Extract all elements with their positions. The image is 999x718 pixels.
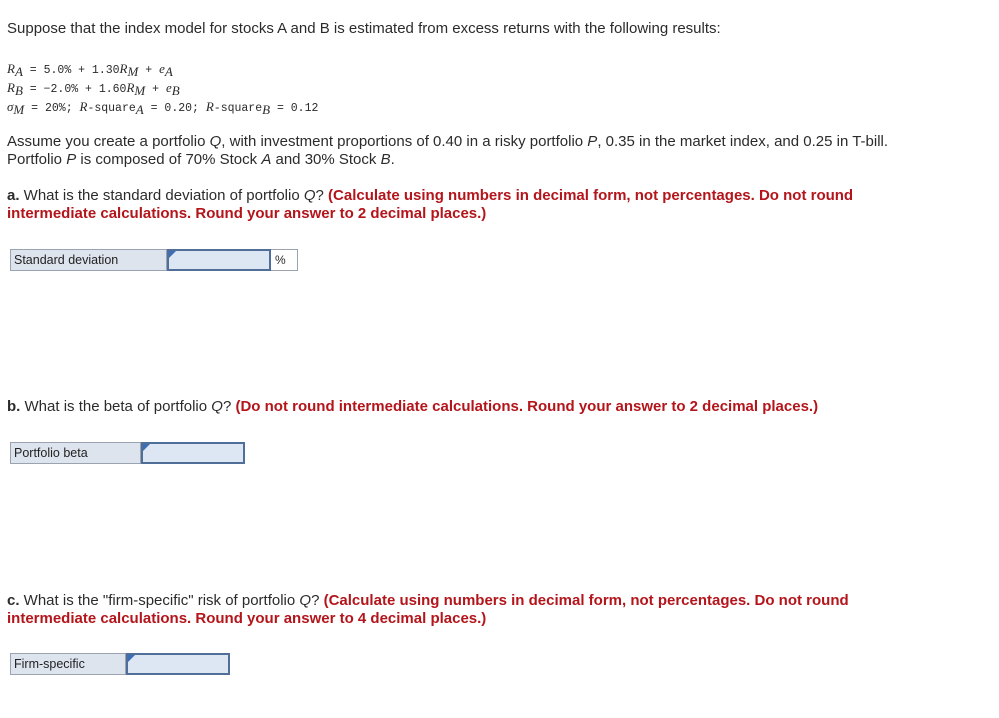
text: . xyxy=(390,151,395,168)
question-c-line-2: intermediate calculations. Round your answer to 4 decimal places.) xyxy=(7,610,487,627)
question-label: c. xyxy=(7,592,20,609)
assumption-line-2 xyxy=(7,151,395,169)
question-text: What is the "firm-specific" risk of portfolio xyxy=(19,592,300,609)
text: and 30% Stock xyxy=(271,151,381,168)
question-label: b. xyxy=(7,398,21,415)
text: is composed of 70% Stock xyxy=(76,151,262,168)
eq-body: 20%; xyxy=(44,102,80,115)
question-b-line-1 xyxy=(7,398,818,416)
eq-body: -square xyxy=(213,102,263,115)
question-text: What is the beta of portfolio xyxy=(20,398,212,415)
symbol-p: P xyxy=(66,151,77,168)
eq-body: −2.0% + 1.60 xyxy=(43,83,127,96)
instruction-text: (Calculate using numbers in decimal form, not percentages. Do not round xyxy=(323,592,849,609)
firm-specific-label: Firm-specific xyxy=(10,653,126,675)
eq-plus: + xyxy=(138,64,160,77)
eq-plus: + xyxy=(145,83,166,96)
eq-symbol: R xyxy=(205,99,214,114)
firm-specific-row xyxy=(10,653,230,675)
symbol-q: Q xyxy=(303,187,316,204)
eq-body: = 0.20; xyxy=(143,102,206,115)
eq-subscript: M xyxy=(13,102,25,118)
eq-symbol: R xyxy=(119,61,128,76)
standard-deviation-row xyxy=(10,249,298,271)
percent-unit: % xyxy=(271,249,298,271)
eq-subscript: B xyxy=(14,83,23,99)
symbol-q: Q xyxy=(209,133,222,150)
eq-symbol: R xyxy=(7,80,15,95)
portfolio-beta-input[interactable] xyxy=(141,442,245,464)
eq-symbol: σ xyxy=(7,99,14,114)
symbol-a: A xyxy=(261,151,272,168)
instruction-text: (Do not round intermediate calculations. Round your answer to 2 decimal places.) xyxy=(235,398,819,415)
eq-subscript: M xyxy=(127,64,139,80)
text: , 0.35 in the market index, and 0.25 in T-bill. xyxy=(597,133,889,150)
question-label: a. xyxy=(7,187,20,204)
intro-text: Suppose that the index model for stocks A and B is estimated from excess returns with the following results: xyxy=(7,20,721,37)
eq-body: = 0.12 xyxy=(270,102,319,115)
portfolio-beta-label: Portfolio beta xyxy=(10,442,141,464)
eq-body: -square xyxy=(87,102,136,115)
eq-symbol: R xyxy=(79,99,88,114)
eq-sign: = xyxy=(22,83,44,96)
text: Portfolio xyxy=(7,151,67,168)
eq-subscript: B xyxy=(262,102,271,118)
eq-subscript: A xyxy=(164,64,173,80)
eq-sign: = xyxy=(24,102,45,115)
eq-subscript: A xyxy=(135,102,144,118)
input-flag-icon xyxy=(128,655,135,662)
eq-symbol: R xyxy=(126,80,135,95)
equation-ra xyxy=(7,61,173,80)
symbol-q: Q xyxy=(211,398,223,415)
input-flag-icon xyxy=(169,251,176,258)
eq-symbol: R xyxy=(7,61,15,76)
eq-sign: = xyxy=(22,64,44,77)
text: , with investment proportions of 0.40 in a risky portfolio xyxy=(221,133,588,150)
eq-symbol: e xyxy=(165,80,172,95)
assumption-line-1 xyxy=(7,133,888,151)
question-mark: ? xyxy=(311,592,324,609)
eq-body: 5.0% + 1.30 xyxy=(43,64,120,77)
standard-deviation-input[interactable] xyxy=(167,249,271,271)
question-mark: ? xyxy=(222,398,236,415)
standard-deviation-label: Standard deviation xyxy=(10,249,167,271)
instruction-text: (Calculate using numbers in decimal form, not percentages. Do not round xyxy=(328,187,854,204)
equation-sigma xyxy=(7,99,318,118)
question-a-line-2: intermediate calculations. Round your answer to 2 decimal places.) xyxy=(7,205,487,222)
eq-subscript: M xyxy=(134,83,146,99)
equation-rb xyxy=(7,80,180,99)
symbol-q: Q xyxy=(299,592,312,609)
symbol-p: P xyxy=(587,133,598,150)
eq-symbol: e xyxy=(159,61,165,76)
symbol-b: B xyxy=(380,151,391,168)
question-mark: ? xyxy=(315,187,329,204)
firm-specific-input[interactable] xyxy=(126,653,230,675)
text: Assume you create a portfolio xyxy=(7,133,210,150)
input-flag-icon xyxy=(143,444,150,451)
portfolio-beta-row xyxy=(10,442,245,464)
question-c-line-1 xyxy=(7,592,849,610)
eq-subscript: B xyxy=(171,83,180,99)
question-a-line-1 xyxy=(7,187,853,205)
eq-subscript: A xyxy=(14,64,23,80)
question-text: What is the standard deviation of portfolio xyxy=(19,187,304,204)
